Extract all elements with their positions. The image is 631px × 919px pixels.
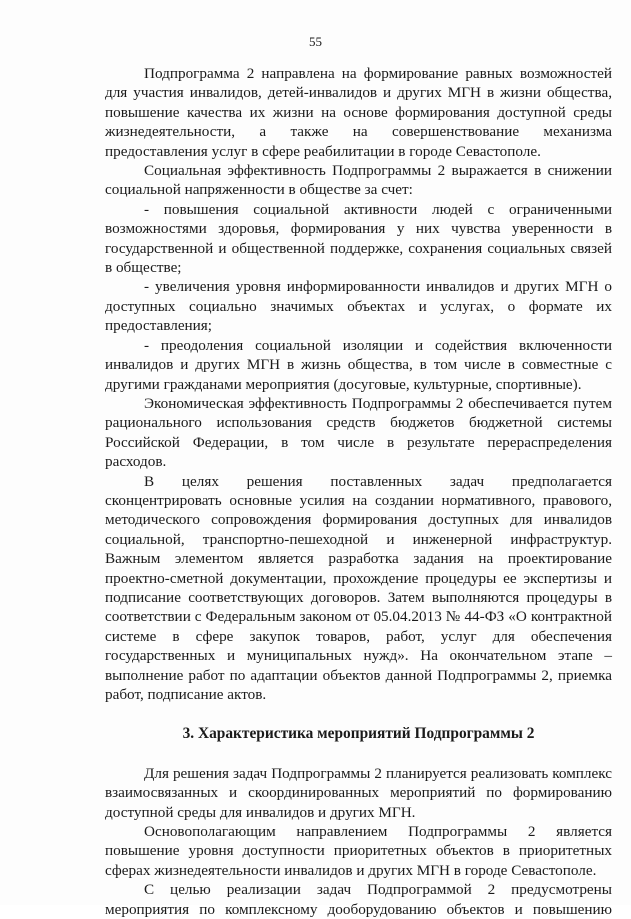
paragraph: С целью реализации задач Подпрограммой 2 предусмотрены мероприятия по комплексному дооборудованию объектов и повышению bbox=[105, 881, 612, 918]
list-item: - преодоления социальной изоляции и содействия включенности инвалидов и других МГН в жизнь общества, в том числе в совместные с другими гражданами мероприятия (досуговые, культурные, спортивные). bbox=[105, 336, 612, 393]
paragraph: Экономическая эффективность Подпрограммы 2 обеспечивается путем рационального использования средств бюджетов бюджетной системы Российской Федерации, в том числе в результате перераспределения расходов. bbox=[105, 394, 612, 471]
paragraph: Социальная эффективность Подпрограммы 2 выражается в снижении социальной напряженности в обществе за счет: bbox=[105, 162, 612, 199]
paragraph: Для решения задач Подпрограммы 2 планируется реализовать комплекс взаимосвязанных и скоординированных мероприятий по формированию доступной среды для инвалидов и других МГН. bbox=[105, 764, 612, 821]
list-item: - увеличения уровня информированности инвалидов и других МГН о доступных социально значимых объектах и услугах, о формате их предоставления; bbox=[105, 278, 612, 335]
paragraph: Основополагающим направлением Подпрограммы 2 является повышение уровня доступности приоритетных объектов в приоритетных сферах жизнедеятельности инвалидов и других МГН в городе Севастополе. bbox=[105, 823, 612, 879]
document-body bbox=[105, 64, 612, 919]
paragraph: Подпрограмма 2 направлена на формирование равных возможностей для участия инвалидов, детей-инвалидов и других МГН в жизни общества, повышение качества их жизни на основе формирования доступной среды жизнедеятельности, а также на совершенствование механизма предоставления услуг в сфере реабилитации в городе Севастополе. bbox=[105, 65, 612, 160]
page-number: 55 bbox=[309, 34, 322, 49]
paragraph: В целях решения поставленных задач предполагается сконцентрировать основные усилия на создании нормативного, правового, методического сопровождения формирования доступных для инвалидов социальной, транспортно-пешеходной и инженерной инфраструктур. Важным элементом является разработка задания на проектирование проектно-сметной документации, прохождение процедуры ее экспертизы и подписание соответствующих договоров. Затем выполняются процедуры в соответствии с Федеральным законом от 05.04.2013 № 44-ФЗ «О контрактной системе в сфере закупок товаров, работ, услуг для обеспечения государственных и муниципальных нужд». На окончательном этапе – выполнение работ по адаптации объектов данной Подпрограммы 2, приемка работ, подписание актов. bbox=[105, 472, 612, 703]
list-item: - повышения социальной активности людей с ограниченными возможностями здоровья, формирования у них чувства уверенности в государственной и общественной поддержке, сохранения социальных связей в обществе; bbox=[105, 200, 612, 277]
section-heading: 3. Характеристика мероприятий Подпрограммы 2 bbox=[182, 725, 535, 743]
